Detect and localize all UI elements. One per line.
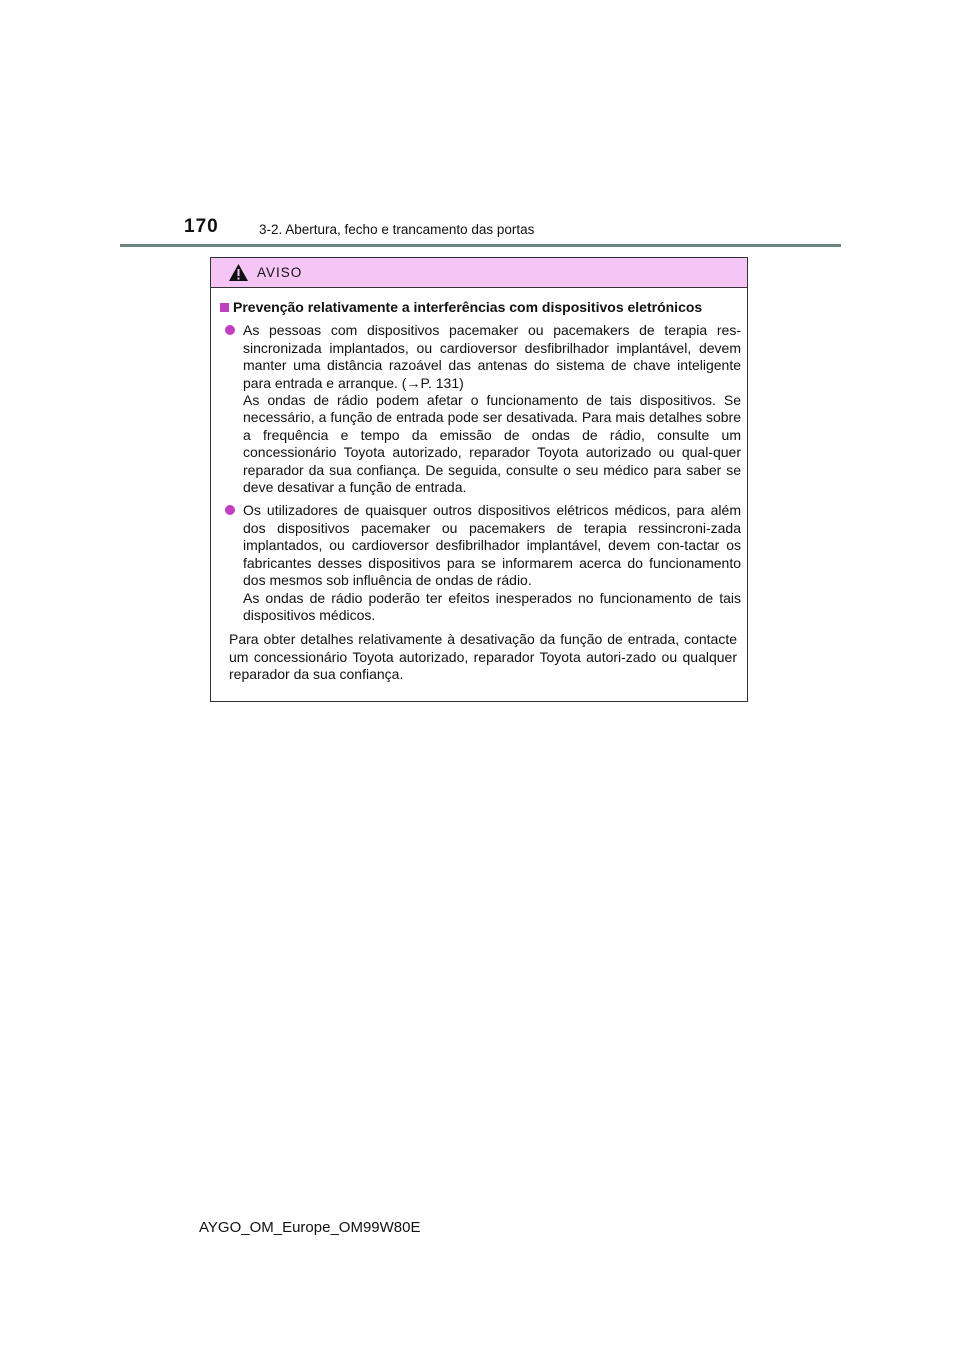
list-item-text: [243, 502, 741, 624]
warning-heading: [220, 299, 741, 316]
warning-triangle-icon: [228, 263, 249, 282]
circle-bullet-icon: [225, 505, 235, 515]
warning-body: [211, 288, 747, 684]
warning-title: AVISO: [257, 265, 303, 280]
document-code: AYGO_OM_Europe_OM99W80E: [199, 1219, 421, 1236]
paragraph: As ondas de rádio podem afetar o funcionamento de tais dispositivos. Se necessário, a função de entrada pode ser desativada. Para mais detalhes sobre a frequência e tempo da emissão de ondas de rádio, consulte um concessionário Toyota autorizado, reparador Toyota autorizado ou qual-quer reparador da sua confiança. De seguida, consulte o seu médico para saber se deve desativar a função de entrada.: [243, 392, 741, 496]
paragraph: Os utilizadores de quaisquer outros dispositivos elétricos médicos, para além dos dispositivos pacemaker ou pacemakers de terapia ressincroni-zada implantados, ou cardioversor desfibrilhador implantável, devem con-tactar os fabricantes desses dispositivos para se informarem acerca do funcionamento dos mesmos sob influência de ondas de rádio.: [243, 502, 741, 589]
closing-paragraph: Para obter detalhes relativamente à desativação da função de entrada, contacte um concessionário Toyota autorizado, reparador Toyota autori-zado ou qualquer reparador da sua confiança.: [229, 631, 737, 683]
square-bullet-icon: [220, 303, 229, 312]
list-item: [225, 502, 741, 624]
list-item-text: [243, 322, 741, 496]
paragraph: As ondas de rádio poderão ter efeitos inesperados no funcionamento de tais dispositivos médicos.: [243, 589, 741, 623]
header-rule: [120, 244, 841, 247]
paragraph: As pessoas com dispositivos pacemaker ou pacemakers de terapia res-sincronizada implantados, ou cardioversor desfibrilhador implantável, devem manter uma distância razoável das antenas do sistema de chave inteligente para entrada e arranque. (→P. 131): [243, 322, 741, 391]
warning-header: [211, 258, 747, 288]
warning-heading-text: Prevenção relativamente a interferências com dispositivos eletrónicos: [233, 299, 703, 315]
list-item: [225, 322, 741, 496]
circle-bullet-icon: [225, 325, 235, 335]
warning-box: [210, 257, 748, 702]
section-title: 3-2. Abertura, fecho e trancamento das portas: [259, 222, 535, 237]
page-number: 170: [184, 216, 219, 237]
